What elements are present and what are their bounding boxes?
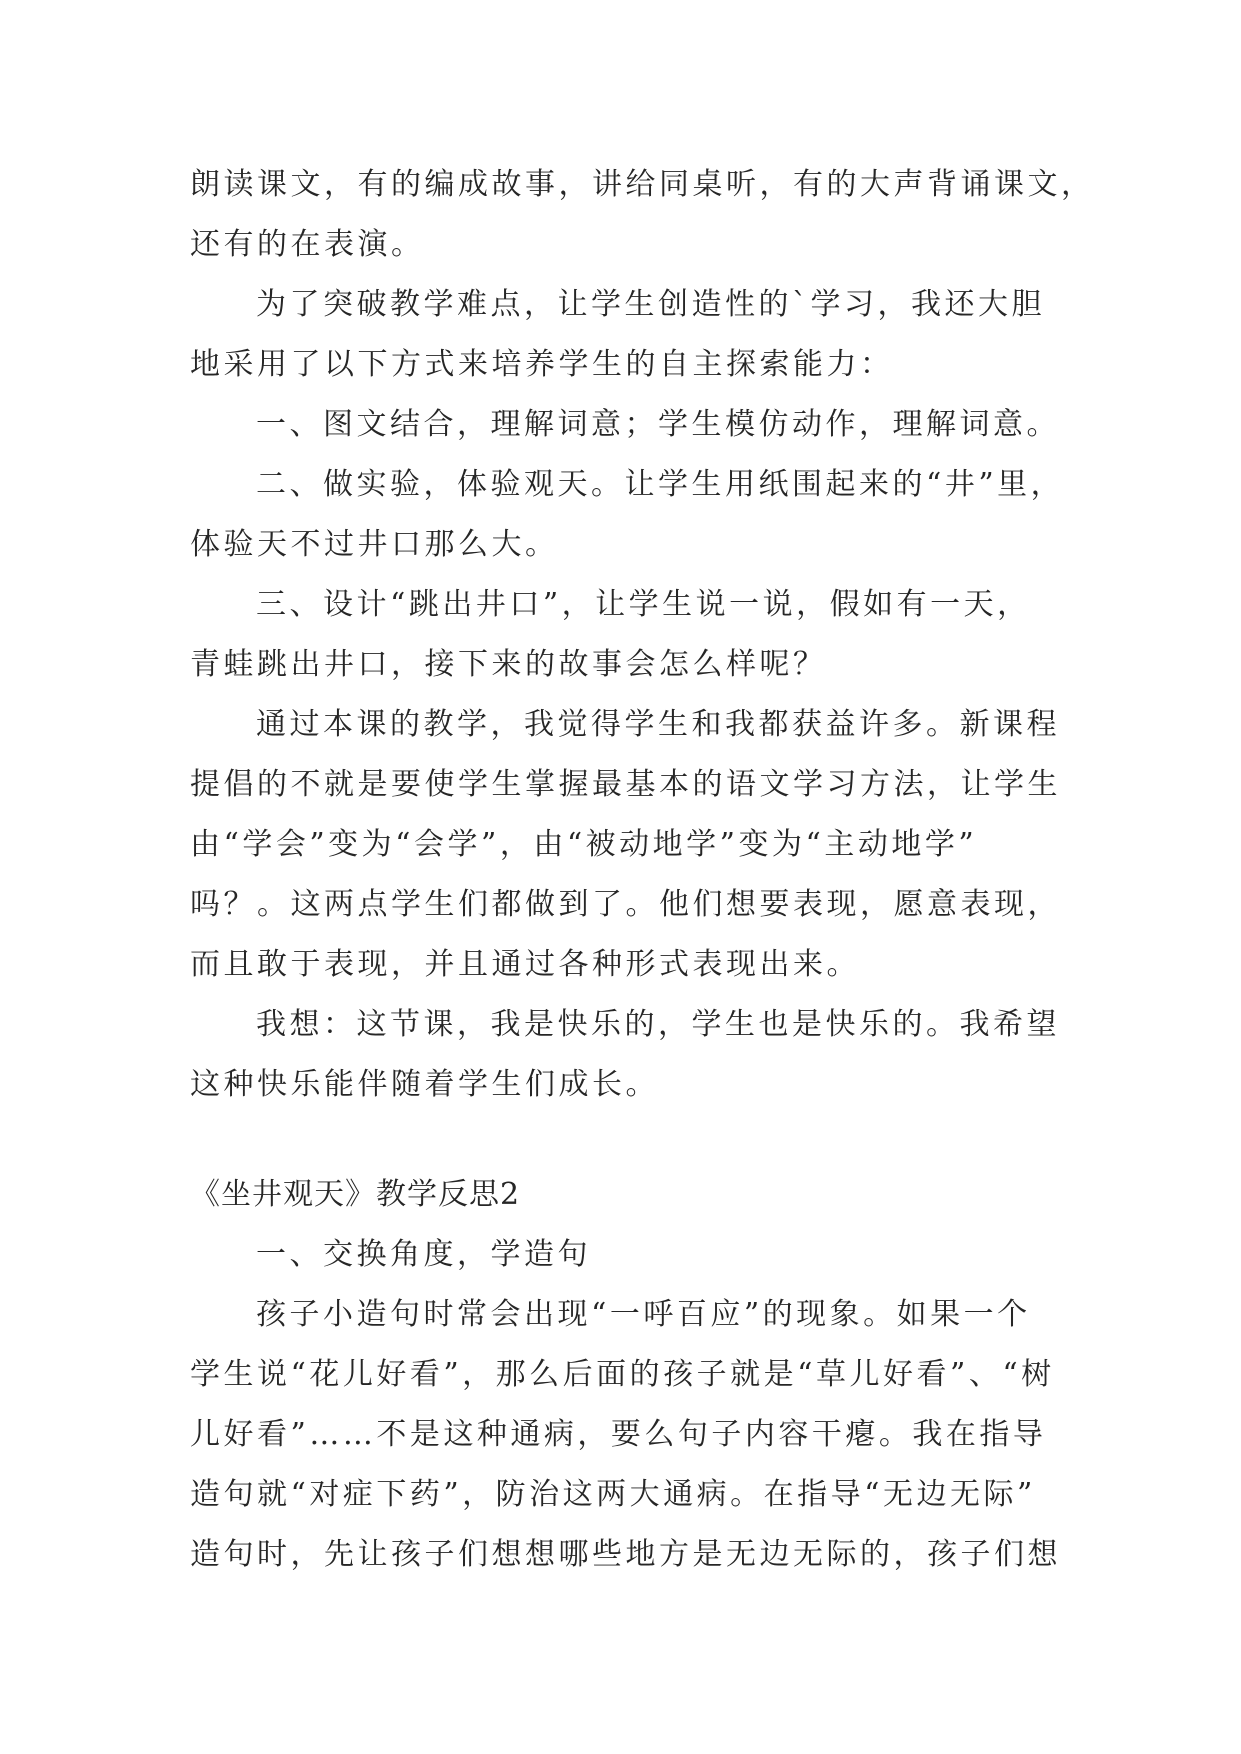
text-line: 吗？。这两点学生们都做到了。他们想要表现，愿意表现， <box>190 887 1061 922</box>
text-line: 而且敢于表现，并且通过各种形式表现出来。 <box>190 947 860 982</box>
paragraph <box>190 395 1060 455</box>
text-line: 通过本课的教学，我觉得学生和我都获益许多。新课程 <box>256 707 1060 742</box>
reflection-part-2 <box>190 1225 1060 1585</box>
paragraph <box>190 1225 1060 1285</box>
text-line: 我想：这节课，我是快乐的，学生也是快乐的。我希望 <box>256 1007 1060 1042</box>
text-line: 造句就“对症下药”，防治这两大通病。在指导“无边无际” <box>190 1477 1036 1512</box>
document-body <box>190 155 1095 1585</box>
text-line: 还有的在表演。 <box>190 227 425 262</box>
paragraph <box>190 995 1060 1115</box>
text-line: 一、交换角度，学造句 <box>256 1237 591 1272</box>
text-line: 一、图文结合，理解词意；学生模仿动作，理解词意。 <box>256 407 1060 442</box>
text-line: 由“学会”变为“会学”，由“被动地学”变为“主动地学” <box>190 827 978 862</box>
text-line: 学生说“花儿好看”，那么后面的孩子就是“草儿好看”、“树 <box>190 1357 1055 1392</box>
section-title: 《坐井观天》教学反思2 <box>190 1177 521 1212</box>
paragraph <box>190 695 1060 995</box>
reflection-part-1 <box>190 155 1095 1115</box>
paragraph <box>190 1285 1060 1585</box>
text-line: 三、设计“跳出井口”，让学生说一说，假如有一天， <box>256 587 1031 622</box>
text-line: 朗读课文，有的编成故事，讲给同桌听，有的大声背诵课文， <box>190 167 1095 202</box>
text-line: 造句时，先让孩子们想想哪些地方是无边无际的，孩子们想 <box>190 1537 1061 1572</box>
text-line: 体验天不过井口那么大。 <box>190 527 559 562</box>
paragraph <box>190 275 1060 395</box>
text-line: 二、做实验，体验观天。让学生用纸围起来的“井”里， <box>256 467 1065 502</box>
text-line: 儿好看”……不是这种通病，要么句子内容干瘪。我在指导 <box>190 1417 1047 1452</box>
text-line: 地采用了以下方式来培养学生的自主探索能力： <box>190 347 894 382</box>
paragraph <box>190 575 1060 695</box>
paragraph <box>190 455 1065 575</box>
text-line: 这种快乐能伴随着学生们成长。 <box>190 1067 659 1102</box>
text-line: 提倡的不就是要使学生掌握最基本的语文学习方法，让学生 <box>190 767 1061 802</box>
text-line: 为了突破教学难点，让学生创造性的`学习，我还大胆 <box>256 287 1045 322</box>
text-line: 孩子小造句时常会出现“一呼百应”的现象。如果一个 <box>256 1297 1031 1332</box>
paragraph <box>190 155 1095 275</box>
text-line: 青蛙跳出井口，接下来的故事会怎么样呢？ <box>190 647 827 682</box>
